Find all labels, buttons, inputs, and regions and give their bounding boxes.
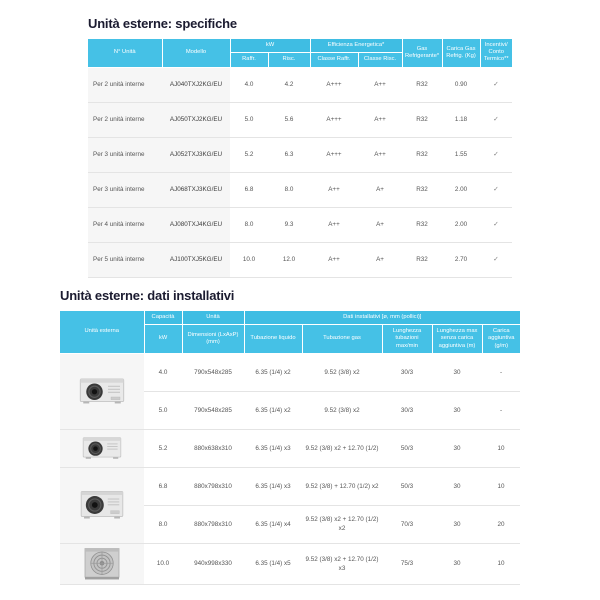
col-header-carica-aggiuntiva: Carica aggiuntiva (g/m) <box>482 325 520 354</box>
cell-classe-risc: A+ <box>358 242 402 277</box>
col-header-dimensioni: Dimensioni (LxAxP) (mm) <box>182 325 244 354</box>
cell-kw-risc: 12.0 <box>268 242 310 277</box>
cell-capacita: 5.0 <box>144 391 182 429</box>
col-header-capacita: Capacità <box>144 311 182 325</box>
cell-lunghezza-senza-carica: 30 <box>432 429 482 467</box>
cell-carica: 0.90 <box>442 67 480 102</box>
col-header-classe-risc: Classe Risc. <box>358 53 402 67</box>
col-header-tubazione-gas: Tubazione gas <box>302 325 382 354</box>
cell-kw-raffr: 4.0 <box>230 67 268 102</box>
cell-dimensioni: 940x998x330 <box>182 543 244 584</box>
col-header-kw: kW <box>230 39 310 53</box>
cell-kw-raffr: 8.0 <box>230 207 268 242</box>
cell-gas: R32 <box>402 242 442 277</box>
cell-classe-risc: A++ <box>358 102 402 137</box>
cell-lunghezza-max: 50/3 <box>382 429 432 467</box>
col-header-gas: Gas Refrigerante* <box>402 39 442 67</box>
cell-kw-raffr: 5.0 <box>230 102 268 137</box>
cell-carica: 1.18 <box>442 102 480 137</box>
col-header-lunghezza-senza-carica: Lunghezza max senza carica aggiuntiva (m) <box>432 325 482 354</box>
col-header-kw-raffr: Raffr. <box>230 53 268 67</box>
table-row <box>88 137 512 172</box>
cell-modello: AJ040TXJ2KG/EU <box>162 67 230 102</box>
table1-title: Unità esterne: specifiche <box>88 16 237 31</box>
cell-lunghezza-max: 30/3 <box>382 391 432 429</box>
cell-carica-aggiuntiva: 20 <box>482 505 520 543</box>
cell-carica: 2.70 <box>442 242 480 277</box>
cell-modello: AJ100TXJ5KG/EU <box>162 242 230 277</box>
cell-kw-raffr: 5.2 <box>230 137 268 172</box>
cell-lunghezza-max: 30/3 <box>382 353 432 391</box>
cell-tubazione-liquido: 6.35 (1/4) x2 <box>244 391 302 429</box>
cell-carica: 2.00 <box>442 172 480 207</box>
cell-dimensioni: 880x798x310 <box>182 505 244 543</box>
table-row <box>88 242 512 277</box>
cell-n-unita: Per 3 unità interne <box>88 137 162 172</box>
col-header-dati-installativi: Dati installativi [ø, mm (pollici)] <box>244 311 520 325</box>
cell-gas: R32 <box>402 207 442 242</box>
col-header-classe-raffr: Classe Raffr. <box>310 53 358 67</box>
cell-n-unita: Per 4 unità interne <box>88 207 162 242</box>
cell-carica-aggiuntiva: - <box>482 391 520 429</box>
dati-installativi-table <box>60 311 520 585</box>
col-header-carica: Carica Gas Refrig. (Kg) <box>442 39 480 67</box>
cell-kw-raffr: 6.8 <box>230 172 268 207</box>
table-row <box>88 207 512 242</box>
table-row <box>60 429 520 467</box>
outdoor-unit-image <box>81 435 123 461</box>
cell-capacita: 6.8 <box>144 467 182 505</box>
cell-carica-aggiuntiva: - <box>482 353 520 391</box>
cell-tubazione-liquido: 6.35 (1/4) x2 <box>244 353 302 391</box>
checkmark-icon: ✓ <box>480 102 512 137</box>
cell-carica: 1.55 <box>442 137 480 172</box>
cell-tubazione-gas: 9.52 (3/8) x2 <box>302 391 382 429</box>
cell-tubazione-liquido: 6.35 (1/4) x5 <box>244 543 302 584</box>
col-header-lunghezza-max: Lunghezza tubazioni max/min <box>382 325 432 354</box>
cell-classe-raffr: A++ <box>310 242 358 277</box>
table-row <box>88 102 512 137</box>
cell-classe-raffr: A+++ <box>310 67 358 102</box>
cell-dimensioni: 880x638x310 <box>182 429 244 467</box>
cell-n-unita: Per 2 unità interne <box>88 102 162 137</box>
cell-tubazione-liquido: 6.35 (1/4) x3 <box>244 429 302 467</box>
cell-classe-raffr: A++ <box>310 172 358 207</box>
cell-classe-risc: A+ <box>358 172 402 207</box>
cell-modello: AJ050TXJ2KG/EU <box>162 102 230 137</box>
cell-modello: AJ052TXJ3KG/EU <box>162 137 230 172</box>
col-header-unita-esterna: Unità esterna <box>60 311 144 353</box>
cell-capacita: 10.0 <box>144 543 182 584</box>
cell-dimensioni: 880x798x310 <box>182 467 244 505</box>
cell-tubazione-liquido: 6.35 (1/4) x3 <box>244 467 302 505</box>
cell-capacita: 8.0 <box>144 505 182 543</box>
outdoor-unit-image <box>80 547 124 581</box>
cell-dimensioni: 790x548x285 <box>182 391 244 429</box>
col-header-efficienza: Efficienza Energetica* <box>310 39 402 53</box>
table-row <box>60 467 520 505</box>
cell-classe-raffr: A+++ <box>310 102 358 137</box>
outdoor-unit-photo-small <box>60 353 144 429</box>
cell-carica-aggiuntiva: 10 <box>482 543 520 584</box>
cell-tubazione-gas: 9.52 (3/8) x2 + 12.70 (1/2) x2 <box>302 505 382 543</box>
cell-classe-risc: A++ <box>358 67 402 102</box>
col-header-modello: Modello <box>162 39 230 67</box>
col-header-kw-risc: Risc. <box>268 53 310 67</box>
outdoor-unit-photo-compact <box>60 429 144 467</box>
col-header-n-unita: N° Unità <box>88 39 162 67</box>
table-row <box>60 543 520 584</box>
cell-kw-risc: 4.2 <box>268 67 310 102</box>
cell-tubazione-gas: 9.52 (3/8) x2 + 12.70 (1/2) x3 <box>302 543 382 584</box>
cell-classe-risc: A+ <box>358 207 402 242</box>
cell-kw-risc: 8.0 <box>268 172 310 207</box>
cell-lunghezza-max: 75/3 <box>382 543 432 584</box>
cell-kw-risc: 5.6 <box>268 102 310 137</box>
cell-classe-raffr: A+++ <box>310 137 358 172</box>
cell-tubazione-gas: 9.52 (3/8) x2 <box>302 353 382 391</box>
section-specifiche <box>88 16 512 278</box>
cell-tubazione-gas: 9.52 (3/8) x2 + 12.70 (1/2) <box>302 429 382 467</box>
cell-tubazione-liquido: 6.35 (1/4) x4 <box>244 505 302 543</box>
cell-lunghezza-senza-carica: 30 <box>432 467 482 505</box>
cell-lunghezza-max: 70/3 <box>382 505 432 543</box>
cell-gas: R32 <box>402 137 442 172</box>
cell-n-unita: Per 5 unità interne <box>88 242 162 277</box>
col-header-kw: kW <box>144 325 182 354</box>
cell-carica-aggiuntiva: 10 <box>482 429 520 467</box>
cell-capacita: 4.0 <box>144 353 182 391</box>
checkmark-icon: ✓ <box>480 172 512 207</box>
cell-classe-raffr: A++ <box>310 207 358 242</box>
cell-kw-risc: 6.3 <box>268 137 310 172</box>
cell-carica-aggiuntiva: 10 <box>482 467 520 505</box>
cell-gas: R32 <box>402 67 442 102</box>
cell-lunghezza-senza-carica: 30 <box>432 543 482 584</box>
cell-kw-raffr: 10.0 <box>230 242 268 277</box>
cell-gas: R32 <box>402 102 442 137</box>
cell-n-unita: Per 2 unità interne <box>88 67 162 102</box>
outdoor-unit-photo-large <box>60 543 144 584</box>
checkmark-icon: ✓ <box>480 207 512 242</box>
col-header-tubazione-liquido: Tubazione liquido <box>244 325 302 354</box>
cell-modello: AJ068TXJ3KG/EU <box>162 172 230 207</box>
cell-kw-risc: 9.3 <box>268 207 310 242</box>
col-header-unita: Unità <box>182 311 244 325</box>
cell-lunghezza-senza-carica: 30 <box>432 505 482 543</box>
table-row <box>60 353 520 391</box>
cell-tubazione-gas: 9.52 (3/8) + 12.70 (1/2) x2 <box>302 467 382 505</box>
cell-dimensioni: 790x548x285 <box>182 353 244 391</box>
cell-lunghezza-max: 50/3 <box>382 467 432 505</box>
cell-lunghezza-senza-carica: 30 <box>432 353 482 391</box>
cell-modello: AJ080TXJ4KG/EU <box>162 207 230 242</box>
cell-classe-risc: A++ <box>358 137 402 172</box>
checkmark-icon: ✓ <box>480 242 512 277</box>
specifiche-table <box>88 39 512 278</box>
table-row <box>88 67 512 102</box>
checkmark-icon: ✓ <box>480 137 512 172</box>
section-dati-installativi <box>60 288 520 585</box>
cell-lunghezza-senza-carica: 30 <box>432 391 482 429</box>
outdoor-unit-image <box>79 489 125 521</box>
table2-title: Unità esterne: dati installativi <box>60 288 235 303</box>
outdoor-unit-photo-medium <box>60 467 144 543</box>
table-row <box>88 172 512 207</box>
cell-carica: 2.00 <box>442 207 480 242</box>
checkmark-icon: ✓ <box>480 67 512 102</box>
col-header-incentivi: Incentivi/ Conto Termico** <box>480 39 512 67</box>
cell-gas: R32 <box>402 172 442 207</box>
cell-capacita: 5.2 <box>144 429 182 467</box>
cell-n-unita: Per 3 unità interne <box>88 172 162 207</box>
outdoor-unit-image <box>78 375 126 407</box>
